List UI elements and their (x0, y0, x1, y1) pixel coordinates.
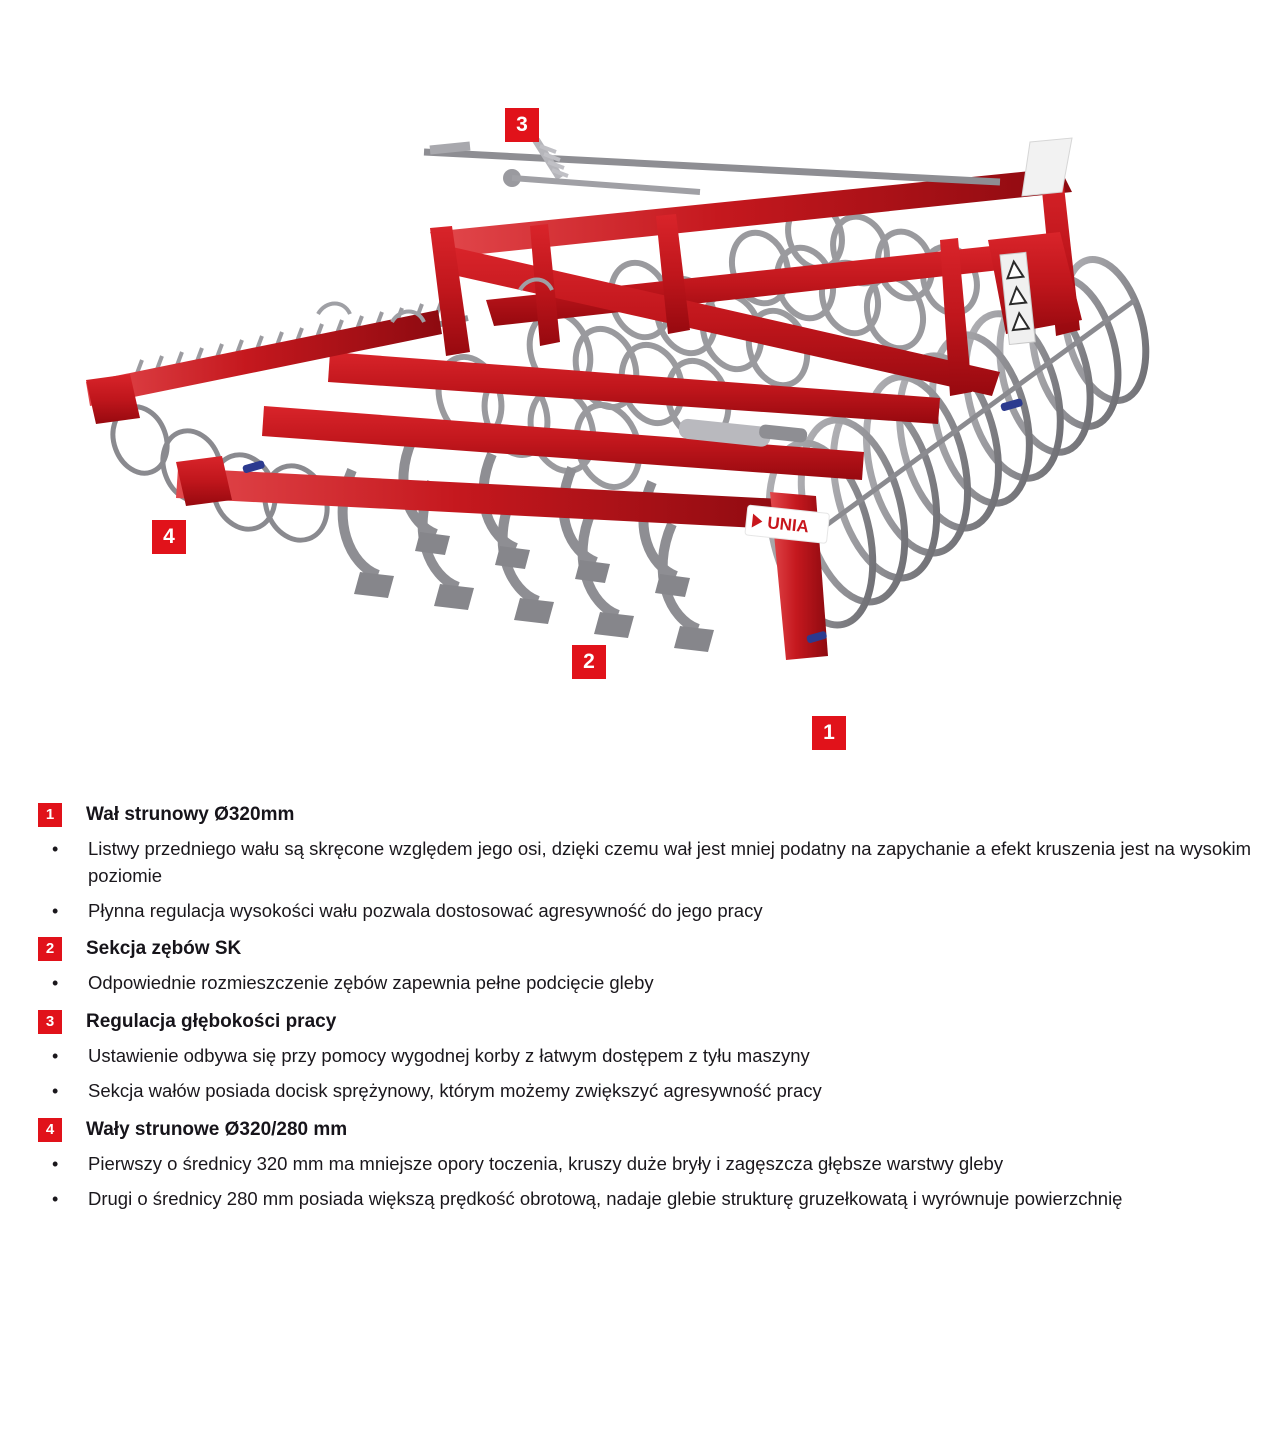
callout-1: 1 (812, 716, 846, 750)
legend-bullet: • Ustawienie odbywa się przy pomocy wygodnej korby z łatwym dostępem z tyłu maszyny (0, 1043, 1280, 1070)
legend-bullet: • Drugi o średnicy 280 mm posiada większą prędkość obrotową, nadaje glebie strukturę gruzełkowatą i wyrównuje powierzchnię (0, 1186, 1280, 1213)
legend-bullets-4 (0, 1151, 1280, 1213)
legend-item-4 (0, 1115, 1280, 1213)
callout-4: 4 (152, 520, 186, 554)
legend-bullets-2 (0, 970, 1280, 997)
legend-bullet: • Listwy przedniego wału są skręcone względem jego osi, dzięki czemu wał jest mniej podatny na zapychanie a efekt kruszenia jest na wysokim poziomie (0, 836, 1280, 890)
legend-bullets-3 (0, 1043, 1280, 1105)
legend-title-2: Sekcja zębów SK (86, 938, 242, 960)
legend-bullet: • Odpowiednie rozmieszczenie zębów zapewnia pełne podcięcie gleby (0, 970, 1280, 997)
legend-item-2 (0, 934, 1280, 997)
legend-bullet: • Pierwszy o średnicy 320 mm ma mniejsze opory toczenia, kruszy duże bryły i zagęszcza głębsze warstwy gleby (0, 1151, 1280, 1178)
callout-3: 3 (505, 108, 539, 142)
legend-badge-4: 4 (38, 1118, 62, 1142)
legend-badge-2: 2 (38, 937, 62, 961)
legend-badge-1: 1 (38, 803, 62, 827)
legend-bullet: • Płynna regulacja wysokości wału pozwala dostosować agresywność do jego pracy (0, 898, 1280, 925)
legend-title-4: Wały strunowe Ø320/280 mm (86, 1118, 348, 1140)
legend-title-3: Regulacja głębokości pracy (86, 1011, 337, 1033)
legend-item-3 (0, 1007, 1280, 1105)
legend-item-1 (0, 800, 1280, 924)
callout-2: 2 (572, 645, 606, 679)
legend-badge-3: 3 (38, 1010, 62, 1034)
legend-bullet: • Sekcja wałów posiada docisk sprężynowy, którym możemy zwiększyć agresywność pracy (0, 1078, 1280, 1105)
brand-text: UNIA (766, 513, 810, 537)
legend-list (0, 800, 1280, 1223)
legend-title-1: Wał strunowy Ø320mm (86, 804, 295, 825)
legend-bullets-1 (0, 836, 1280, 924)
